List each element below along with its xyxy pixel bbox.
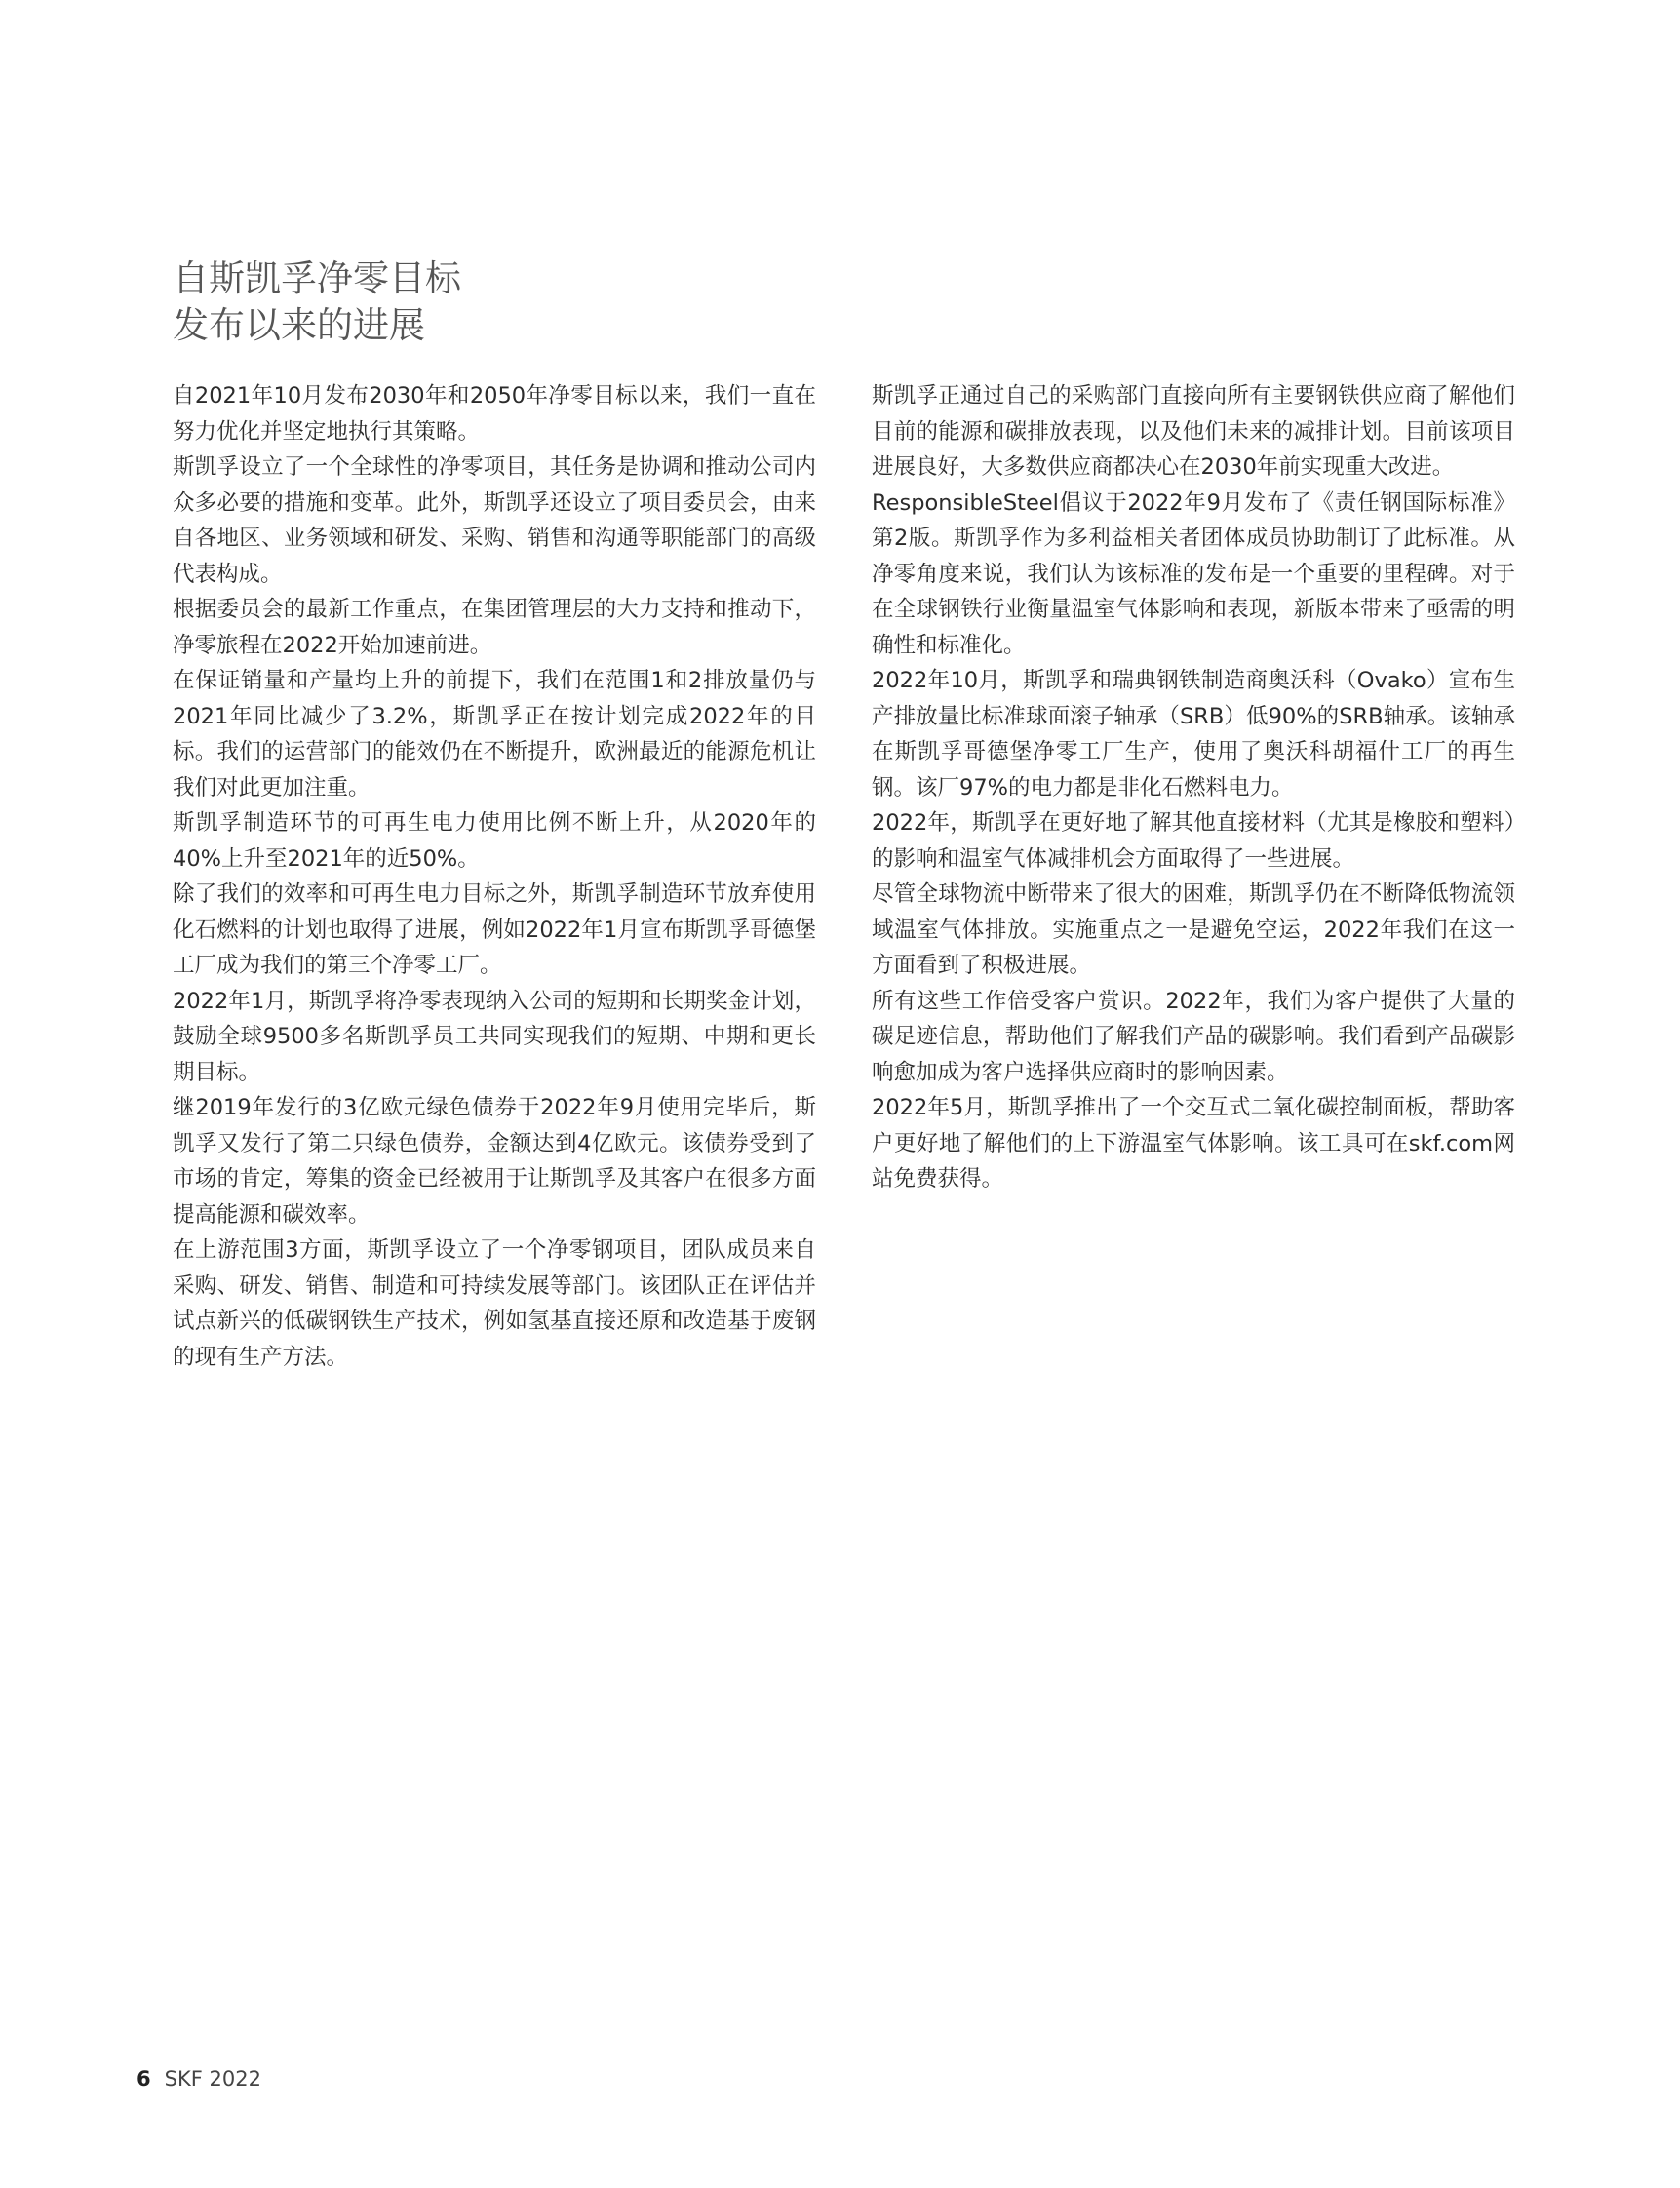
- page-footer: [137, 2064, 261, 2093]
- paragraph: 2022年5月，斯凯孚推出了一个交互式二氧化碳控制面板，帮助客户更好地了解他们的上下游温室气体影响。该工具可在skf.com网站免费获得。: [872, 1095, 1515, 1192]
- page-title: [173, 255, 855, 349]
- left-column: [173, 378, 816, 1375]
- paragraph: 所有这些工作倍受客户赏识。2022年，我们为客户提供了大量的碳足迹信息，帮助他们了解我们产品的碳影响。我们看到产品碳影响愈加成为客户选择供应商时的影响因素。: [872, 988, 1515, 1085]
- paragraph: 斯凯孚设立了一个全球性的净零项目，其任务是协调和推动公司内众多必要的措施和变革。此外，斯凯孚还设立了项目委员会，由来自各地区、业务领域和研发、采购、销售和沟通等职能部门的高级代表构成。: [173, 454, 816, 587]
- paragraph: 斯凯孚制造环节的可再生电力使用比例不断上升，从2020年的40%上升至2021年的近50%。: [173, 810, 816, 872]
- footer-label: SKF 2022: [164, 2067, 261, 2090]
- page-number: 6: [137, 2067, 151, 2090]
- page-title-line-1: 自斯凯孚净零目标: [173, 257, 461, 299]
- paragraph: 2022年，斯凯孚在更好地了解其他直接材料（尤其是橡胶和塑料）的影响和温室气体减排机会方面取得了一些进展。: [872, 810, 1515, 872]
- paragraph: 继2019年发行的3亿欧元绿色债券于2022年9月使用完毕后，斯凯孚又发行了第二只绿色债券，金额达到4亿欧元。该债券受到了市场的肯定，筹集的资金已经被用于让斯凯孚及其客户在很多方面提高能源和碳效率。: [173, 1095, 816, 1228]
- right-column: [872, 378, 1515, 1197]
- paragraph: 根据委员会的最新工作重点，在集团管理层的大力支持和推动下，净零旅程在2022开始加速前进。: [173, 597, 816, 658]
- paragraph: 斯凯孚正通过自己的采购部门直接向所有主要钢铁供应商了解他们目前的能源和碳排放表现，以及他们未来的减排计划。目前该项目进展良好，大多数供应商都决心在2030年前实现重大改进。: [872, 383, 1515, 480]
- paragraph: 除了我们的效率和可再生电力目标之外，斯凯孚制造环节放弃使用化石燃料的计划也取得了进展，例如2022年1月宣布斯凯孚哥德堡工厂成为我们的第三个净零工厂。: [173, 881, 816, 978]
- paragraph: 2022年10月，斯凯孚和瑞典钢铁制造商奥沃科（Ovako）宣布生产排放量比标准球面滚子轴承（SRB）低90%的SRB轴承。该轴承在斯凯孚哥德堡净零工厂生产，使用了奥沃科胡福什工厂的再生钢。该厂97%的电力都是非化石燃料电力。: [872, 668, 1515, 801]
- paragraph: 尽管全球物流中断带来了很大的困难，斯凯孚仍在不断降低物流领域温室气体排放。实施重点之一是避免空运，2022年我们在这一方面看到了积极进展。: [872, 881, 1515, 978]
- paragraph: 在上游范围3方面，斯凯孚设立了一个净零钢项目，团队成员来自采购、研发、销售、制造和可持续发展等部门。该团队正在评估并试点新兴的低碳钢铁生产技术，例如氢基直接还原和改造基于废钢的现有生产方法。: [173, 1237, 816, 1370]
- paragraph: 自2021年10月发布2030年和2050年净零目标以来，我们一直在努力优化并坚定地执行其策略。: [173, 383, 816, 445]
- paragraph: ResponsibleSteel倡议于2022年9月发布了《责任钢国际标准》第2版。斯凯孚作为多利益相关者团体成员协助制订了此标准。从净零角度来说，我们认为该标准的发布是一个重要的里程碑。对于在全球钢铁行业衡量温室气体影响和表现，新版本带来了亟需的明确性和标准化。: [872, 489, 1515, 658]
- page-title-line-2: 发布以来的进展: [173, 304, 425, 346]
- paragraph: 在保证销量和产量均上升的前提下，我们在范围1和2排放量仍与2021年同比减少了3.2%，斯凯孚正在按计划完成2022年的目标。我们的运营部门的能效仍在不断提升，欧洲最近的能源危机让我们对此更加注重。: [173, 668, 816, 801]
- paragraph: 2022年1月，斯凯孚将净零表现纳入公司的短期和长期奖金计划，鼓励全球9500多名斯凯孚员工共同实现我们的短期、中期和更长期目标。: [173, 988, 816, 1085]
